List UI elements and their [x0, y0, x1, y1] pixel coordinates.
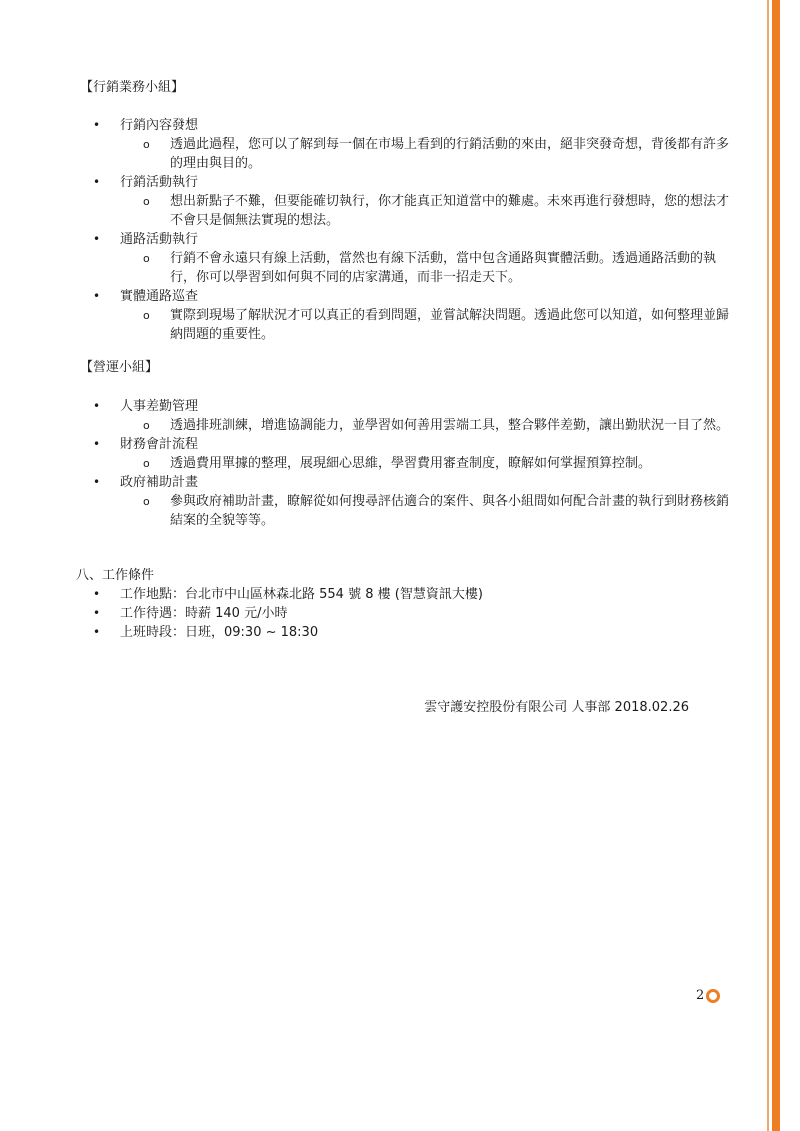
bullet-icon: • — [93, 625, 101, 639]
item-title: 實體通路巡查 — [120, 289, 199, 304]
item-detail: 想出新點子不難，但要能確切執行，你才能真正知道當中的難處。未來再進行發想時，您的想法才不會只是個無法實現的想法。 — [170, 194, 730, 228]
document-footer-signature: 雲守護安控股份有限公司 人事部 2018.02.26 — [424, 700, 689, 715]
list-item — [0, 473, 760, 530]
circle-bullet-icon: o — [143, 495, 150, 508]
circle-bullet-icon: o — [143, 138, 150, 151]
list-item — [0, 230, 760, 287]
circle-bullet-icon: o — [143, 419, 150, 432]
condition-text: 上班時段：日班，09:30 ~ 18:30 — [120, 625, 319, 640]
marketing-item-list — [0, 116, 760, 344]
bullet-icon: • — [93, 118, 101, 132]
page-number — [696, 986, 720, 1005]
bullet-icon: • — [93, 587, 101, 601]
item-detail: 實際到現場了解狀況才可以真正的看到問題，並嘗試解決問題。透過此您可以知道，如何整理並歸納問題的重要性。 — [170, 308, 730, 342]
operations-item-list — [0, 397, 760, 530]
item-detail: 參與政府補助計畫，瞭解從如何搜尋評估適合的案件、與各小組間如何配合計畫的執行到財務核銷結案的全貌等等。 — [170, 494, 730, 528]
list-item — [0, 604, 760, 623]
work-conditions-list — [0, 585, 760, 642]
list-item — [0, 623, 760, 642]
item-title: 行銷內容發想 — [120, 118, 199, 133]
bullet-icon: • — [93, 437, 101, 451]
bullet-icon: • — [93, 232, 101, 246]
circle-bullet-icon: o — [143, 309, 150, 322]
list-item — [0, 585, 760, 604]
list-item — [0, 287, 760, 344]
bullet-icon: • — [93, 175, 101, 189]
item-detail: 透過費用單據的整理，展現細心思維，學習費用審查制度，瞭解如何掌握預算控制。 — [170, 456, 652, 471]
list-item — [0, 397, 760, 435]
item-detail: 行銷不會永遠只有線上活動，當然也有線下活動，當中包含通路與實體活動。透過通路活動的執行，你可以學習到如何與不同的店家溝通，而非一招走天下。 — [170, 251, 717, 285]
bullet-icon: • — [93, 606, 101, 620]
section-heading-marketing: 【行銷業務小組】 — [80, 80, 185, 95]
item-detail: 透過此過程，您可以了解到每一個在市場上看到的行銷活動的來由，絕非突發奇想，背後都有許多的理由與目的。 — [170, 137, 730, 171]
circle-bullet-icon: o — [143, 457, 150, 470]
page-edge-thin-bar — [767, 0, 769, 1131]
condition-text: 工作地點：台北市中山區林森北路 554 號 8 樓 (智慧資訊大樓) — [120, 587, 483, 602]
item-title: 財務會計流程 — [120, 437, 199, 452]
list-item — [0, 116, 760, 173]
bullet-icon: • — [93, 399, 101, 413]
list-item — [0, 173, 760, 230]
page-edge-thick-bar — [772, 0, 780, 1131]
list-item — [0, 435, 760, 473]
circle-bullet-icon: o — [143, 252, 150, 265]
page-number-text: 2 — [696, 988, 705, 1003]
item-title: 通路活動執行 — [120, 232, 199, 247]
condition-text: 工作待遇：時薪 140 元/小時 — [120, 606, 288, 621]
section-heading-work-conditions: 八、工作條件 — [76, 568, 155, 583]
item-title: 行銷活動執行 — [120, 175, 199, 190]
bullet-icon: • — [93, 475, 101, 489]
bullet-icon: • — [93, 289, 101, 303]
circle-bullet-icon: o — [143, 195, 150, 208]
item-title: 政府補助計畫 — [120, 475, 199, 490]
orange-ring-icon — [706, 989, 720, 1003]
item-title: 人事差勤管理 — [120, 399, 199, 414]
section-heading-operations: 【營運小組】 — [80, 360, 159, 375]
item-detail: 透過排班訓練，增進協調能力，並學習如何善用雲端工具，整合夥伴差勤，讓出勤狀況一目了然。 — [170, 418, 730, 433]
